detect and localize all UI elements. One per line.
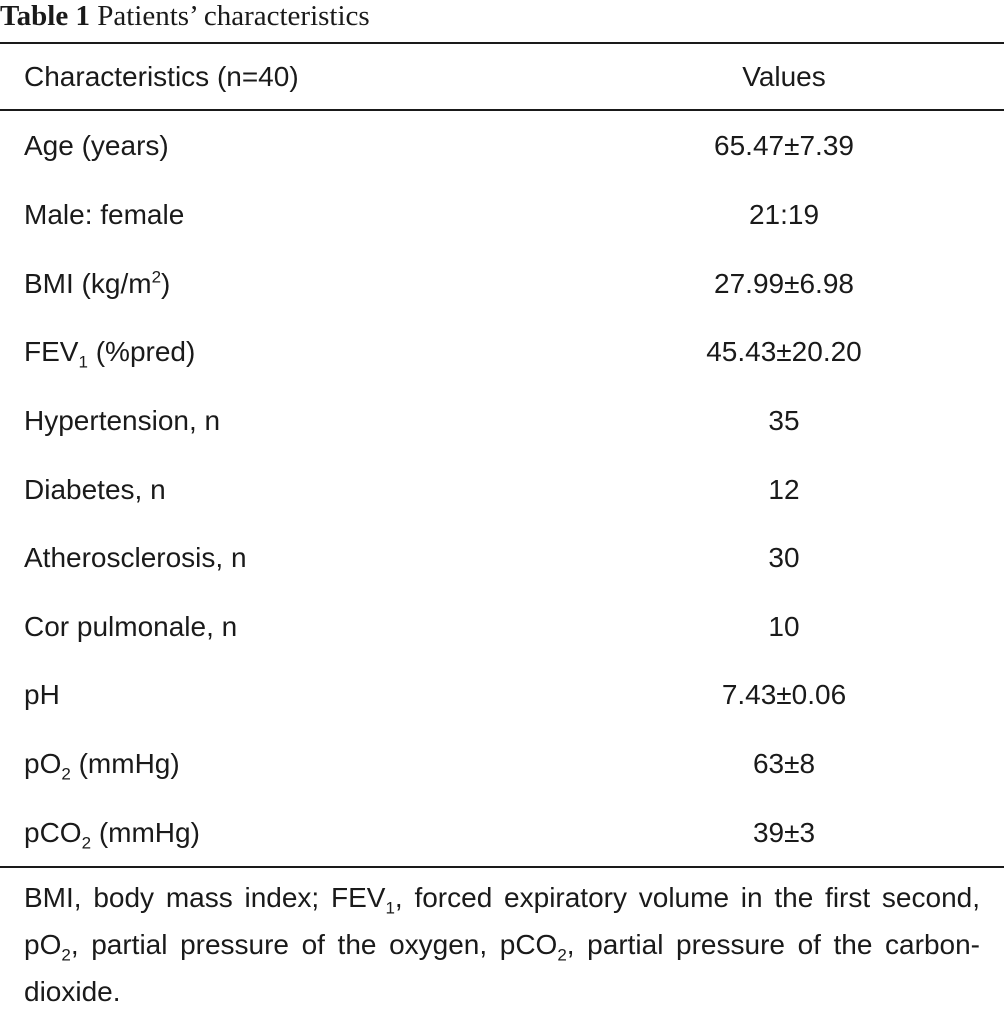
- row-label: Age (years): [24, 130, 169, 161]
- row-value: 10: [768, 611, 800, 642]
- table-title: Patients’ characteristics: [97, 0, 370, 32]
- row-label: Hypertension, n: [24, 405, 221, 436]
- row-label: $FEV_1$ (%pred): [24, 336, 196, 372]
- header-rule: [0, 109, 1004, 111]
- row-label: Male: female: [24, 199, 185, 230]
- table-row: [0, 387, 1004, 455]
- row-value: 65.47±7.39: [714, 130, 854, 161]
- row-label: $pO_2$ (mmHg): [24, 748, 180, 784]
- row-value: 35: [768, 405, 800, 436]
- table-row: [0, 730, 1004, 798]
- table-row: [0, 661, 1004, 729]
- header-characteristics: Characteristics (n=40): [24, 61, 299, 92]
- header-row: [0, 43, 1004, 111]
- row-value: 27.99±6.98: [714, 268, 854, 299]
- header-values: Values: [742, 61, 826, 92]
- table-row: [0, 181, 1004, 249]
- table-row: [0, 318, 1004, 386]
- row-value: 12: [768, 474, 800, 505]
- row-value: 7.43±0.06: [721, 679, 847, 710]
- row-label: Diabetes, n: [24, 474, 166, 505]
- table-row: [0, 250, 1004, 318]
- row-label: pCO$_2$ (mmHg): [24, 817, 200, 853]
- row-label: Cor pulmonale, n: [24, 611, 238, 642]
- table-row: [0, 593, 1004, 661]
- bottom-rule: [0, 866, 1004, 868]
- row-value: 39±3: [752, 817, 816, 848]
- table-row: [0, 456, 1004, 524]
- row-label: Atherosclerosis, n: [24, 542, 247, 573]
- row-label: pH: [24, 679, 60, 710]
- row-value: 63±8: [752, 748, 816, 779]
- row-value: 45.43±20.20: [706, 336, 862, 367]
- row-value: 30: [768, 542, 800, 573]
- table-footnote: BMI, body mass index; $FEV_1$, forced expiratory volume in the first second, $pO_2$, partial pressure of the oxygen, pCO$_2$, partial pressure of the carbon-dioxide.: [24, 882, 980, 1007]
- table-label: Table 1: [0, 0, 90, 32]
- table-caption: [0, 0, 370, 38]
- table-row: [0, 524, 1004, 592]
- table-row: [0, 799, 1004, 867]
- row-label: BMI $(kg/m^2)$: [24, 267, 171, 299]
- row-value: 21:19: [748, 199, 820, 230]
- table-row: [0, 112, 1004, 180]
